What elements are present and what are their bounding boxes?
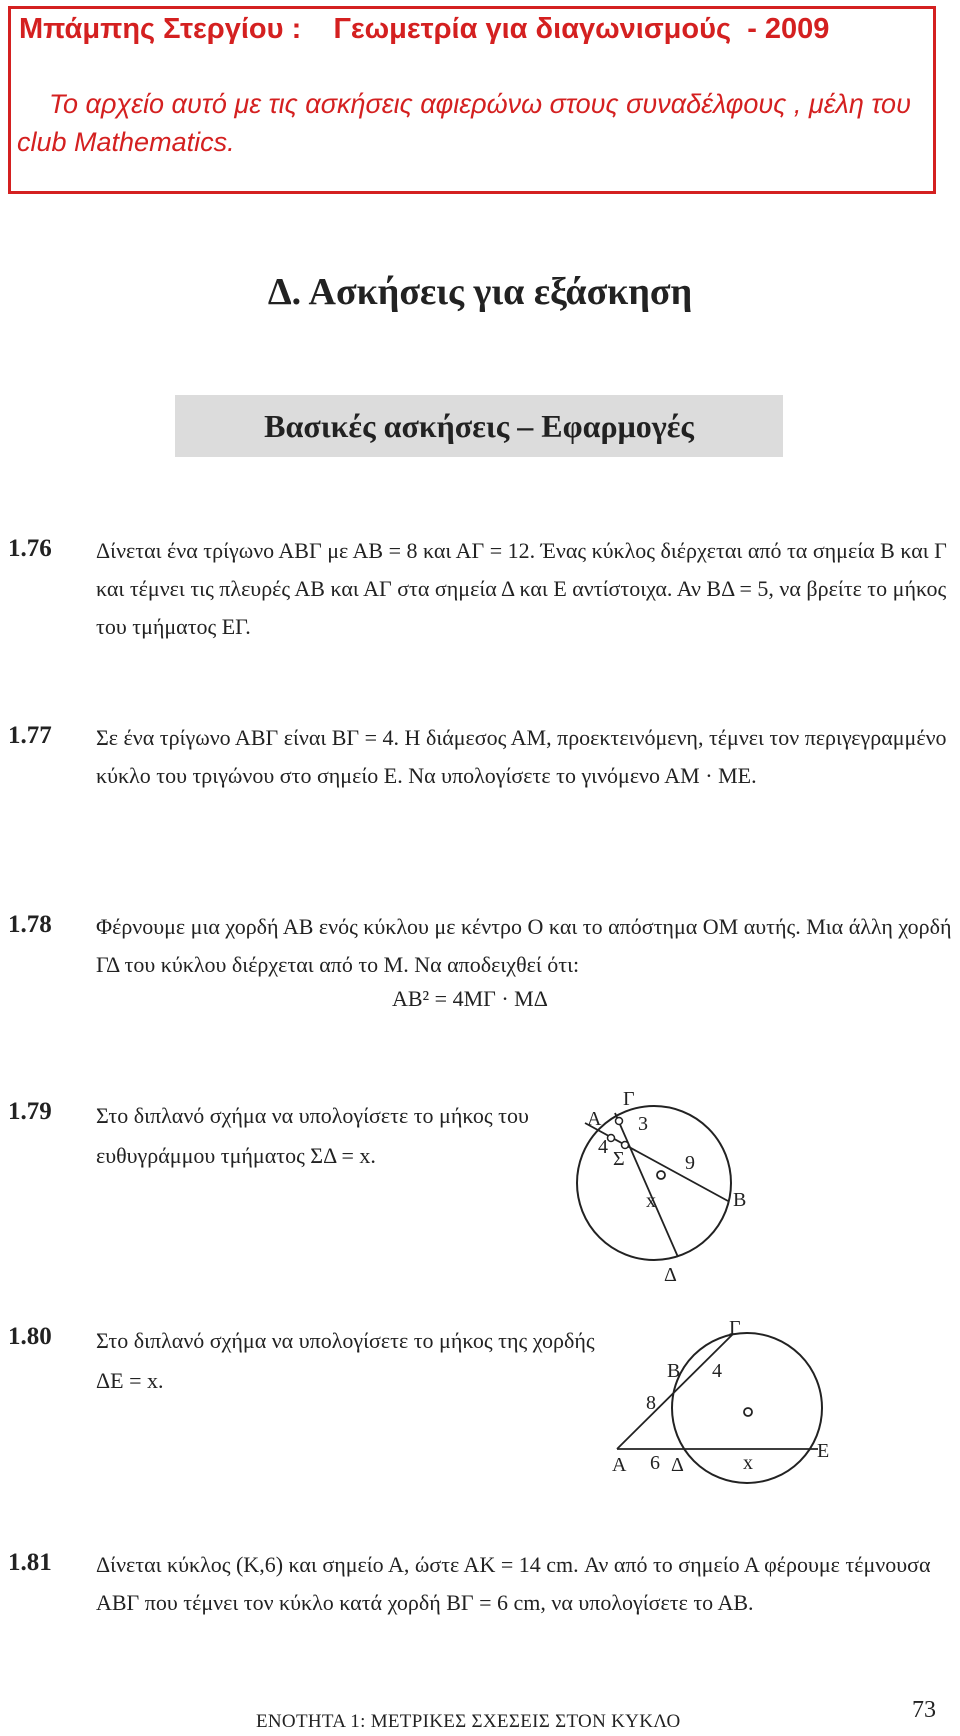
figure-label: Β	[667, 1360, 681, 1382]
figure-chord-ab	[585, 1123, 728, 1201]
figure-label: 4	[598, 1136, 608, 1158]
exercise-text: Σε ένα τρίγωνο ΑΒΓ είναι ΒΓ = 4. Η διάμεσος ΑΜ, προεκτεινόμενη, τέμνει τον περιγεγραμμένο κύκλο του τριγώνου στο σημείο Ε. Να υπολογίσετε το γινόμενο ΑΜ · ΜΕ.	[96, 725, 947, 788]
footer-chapter: ΕΝΟΤΗΤΑ 1: ΜΕΤΡΙΚΕΣ ΣΧΕΣΕΙΣ ΣΤΟΝ ΚΥΚΛΟ	[256, 1711, 681, 1732]
figure-label: 3	[638, 1113, 648, 1135]
exercise-text: Στο διπλανό σχήμα να υπολογίσετε το μήκος της χορδής ΔΕ = x.	[96, 1328, 595, 1393]
figure-center-dot	[657, 1171, 665, 1179]
page-number: 73	[912, 1697, 936, 1723]
figure-point	[616, 1118, 623, 1125]
figure-label: Γ	[623, 1088, 635, 1110]
figure-1-80	[605, 1317, 845, 1476]
exercise-text: Στο διπλανό σχήμα να υπολογίσετε το μήκος του ευθυγράμμου τμήματος ΣΔ = x.	[96, 1103, 529, 1168]
exercise-number: 1.80	[8, 1323, 52, 1350]
figure-label: Δ	[664, 1264, 677, 1286]
exercise-number: 1.77	[8, 722, 52, 749]
figure-point	[608, 1135, 615, 1142]
figure-label: 6	[650, 1452, 660, 1474]
exercise-number: 1.76	[8, 535, 52, 562]
figure-label: x	[646, 1190, 656, 1212]
figure-label: Β	[733, 1189, 747, 1211]
exercise-text: Φέρνουμε μια χορδή ΑΒ ενός κύκλου με κέντρο Ο και το απόστημα ΟΜ αυτής. Μια άλλη χορδή ΓΔ του κύκλου διέρχεται από το Μ. Να αποδειχθεί ότι:	[96, 914, 952, 977]
figure-label: 8	[646, 1392, 656, 1414]
header-box	[8, 6, 936, 194]
figure-label: Α	[612, 1454, 627, 1476]
figure-label: x	[743, 1452, 753, 1474]
exercise-formula: ΑΒ² = 4ΜΓ · ΜΔ	[392, 986, 548, 1011]
figure-label: Α	[587, 1108, 602, 1130]
figure-label: 4	[712, 1360, 722, 1382]
exercise-number: 1.79	[8, 1098, 52, 1125]
figure-1-79	[560, 1085, 747, 1286]
figure-label: 9	[685, 1152, 695, 1174]
section-banner: Βασικές ασκήσεις – Εφαρμογές	[175, 395, 783, 457]
header-dedication: Το αρχείο αυτό με τις ασκήσεις αφιερώνω στους συναδέλφους , μέλη του club Mathematics.	[17, 89, 911, 157]
exercise-number: 1.78	[8, 911, 52, 938]
section-title: Δ. Ασκήσεις για εξάσκηση	[267, 271, 693, 313]
exercise-text: Δίνεται κύκλος (Κ,6) και σημείο Α, ώστε ΑΚ = 14 cm. Αν από το σημείο Α φέρουμε τέμνουσα ΑΒΓ που τέμνει τον κύκλο κατά χορδή ΒΓ = 6 cm, να υπολογίσετε το ΑΒ.	[96, 1552, 931, 1615]
figure-label: Δ	[671, 1454, 684, 1476]
figure-label: Σ	[613, 1148, 625, 1170]
header-title: Μπάμπης Στεργίου : Γεωμετρία για διαγωνισμούς - 2009	[19, 13, 830, 45]
figure-center-dot	[744, 1408, 752, 1416]
exercise-text: Δίνεται ένα τρίγωνο ΑΒΓ με ΑΒ = 8 και ΑΓ = 12. Ένας κύκλος διέρχεται από τα σημεία Β και Γ και τέμνει τις πλευρές ΑΒ και ΑΓ στα σημεία Δ και Ε αντίστοιχα. Αν ΒΔ = 5, να βρείτε το μήκος του τμήματος ΕΓ.	[96, 538, 947, 639]
exercise-number: 1.81	[8, 1549, 52, 1576]
figure-label: Γ	[729, 1317, 741, 1339]
figure-label: Ε	[817, 1440, 830, 1462]
